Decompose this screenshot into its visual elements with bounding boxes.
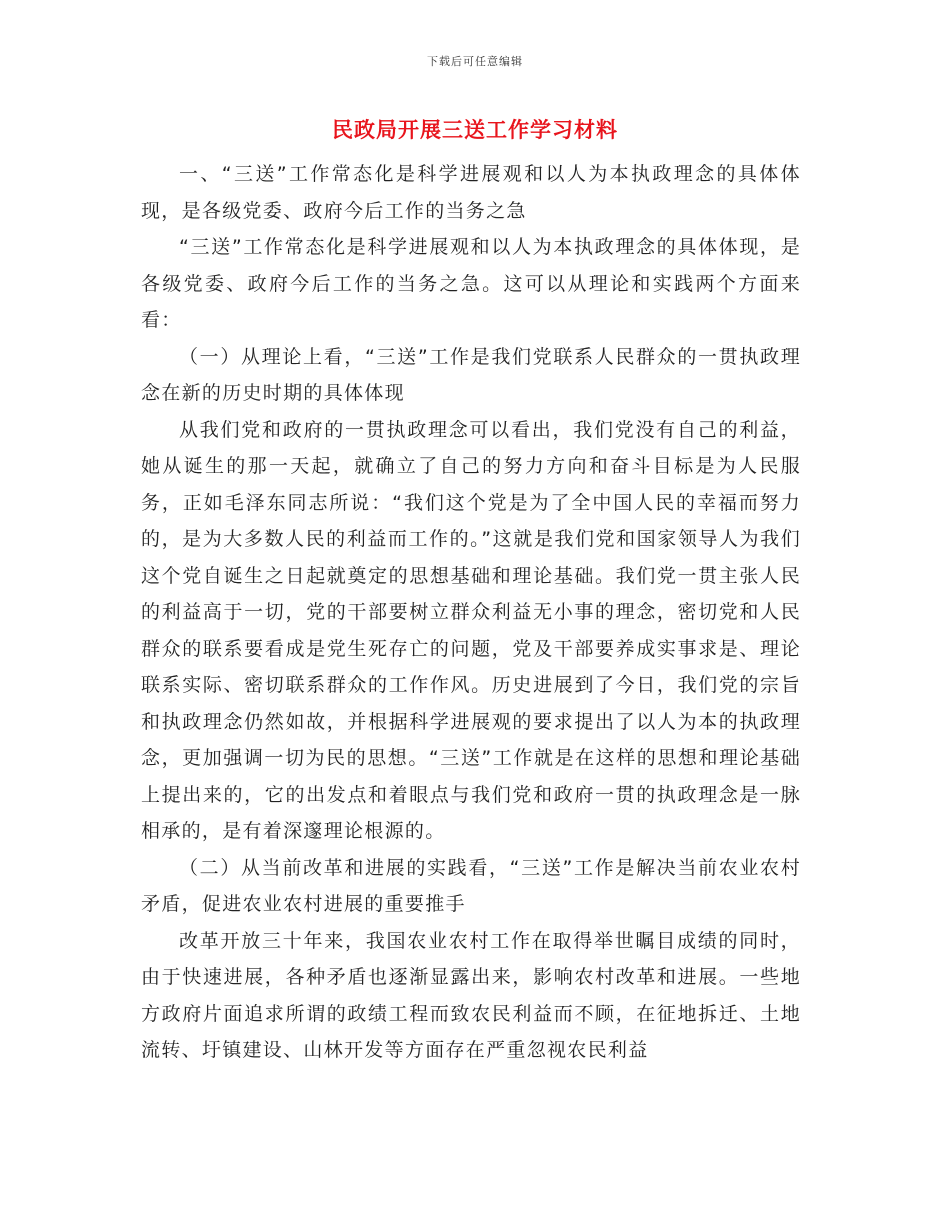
header-note: 下载后可任意编辑 [427, 55, 523, 68]
body-paragraph-1: “三送”工作常态化是科学进展观和以人为本执政理念的具体体现，是各级党委、政府今后工作的当务之急。这可以从理论和实践两个方面来看： [141, 236, 801, 331]
body-paragraph-2: 从我们党和政府的一贯执政理念可以看出，我们党没有自己的利益，她从诞生的那一天起，就确立了自己的努力方向和奋斗目标是为人民服务，正如毛泽东同志所说：“我们这个党是为了全中国人民的幸福而努力的，是为大多数人民的利益而工作的。”这就是我们党和国家领导人为我们这个党自诞生之日起就奠定的思想基础和理论基础。我们党一贯主张人民的利益高于一切，党的干部要树立群众利益无小事的理念，密切党和人民群众的联系要看成是党生死存亡的问题，党及干部要养成实事求是、理论联系实际、密切联系群众的工作作风。历史进展到了今日，我们党的宗旨和执政理念仍然如故，并根据科学进展观的要求提出了以人为本的执政理念，更加强调一切为民的思想。“三送”工作就是在这样的思想和理论基础上提出来的，它的出发点和着眼点与我们党和政府一贯的执政理念是一脉相承的，是有着深邃理论根源的。 [141, 418, 801, 842]
document-title: 民政局开展三送工作学习材料 [332, 118, 618, 142]
body-paragraph-3: 改革开放三十年来，我国农业农村工作在取得举世瞩目成绩的同时，由于快速进展，各种矛盾也逐渐显露出来，影响农村改革和进展。一些地方政府片面追求所谓的政绩工程而致农民利益而不顾，在征地拆迁、土地流转、圩镇建设、山林开发等方面存在严重忽视农民利益 [141, 929, 801, 1061]
subsection-heading-1: （一）从理论上看，“三送”工作是我们党联系人民群众的一贯执政理念在新的历史时期的具体体现 [141, 345, 801, 404]
subsection-heading-2: （二）从当前改革和进展的实践看，“三送”工作是解决当前农业农村矛盾，促进农业农村进展的重要推手 [141, 856, 801, 915]
document-body [141, 156, 801, 1069]
section-heading-1: 一、“三送”工作常态化是科学进展观和以人为本执政理念的具体体现，是各级党委、政府今后工作的当务之急 [141, 163, 801, 222]
